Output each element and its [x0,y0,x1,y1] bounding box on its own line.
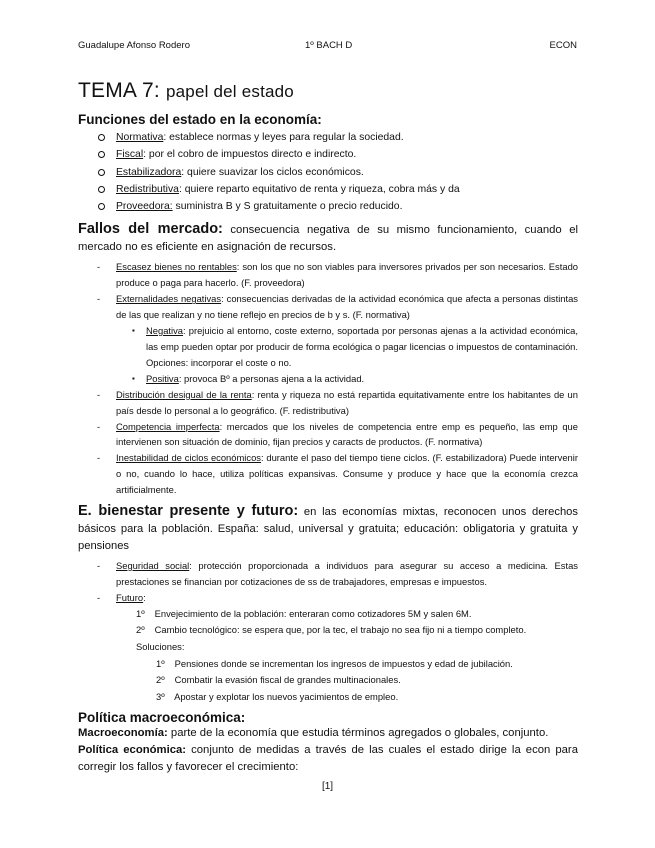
page-number: [1] [321,781,334,792]
item-text: Cambio tecnológico: se espera que, por la tec, el trabajo no sea fijo ni a tiempo completo. [154,624,527,636]
list-item [78,590,578,705]
list-item [116,672,578,689]
item-text: : quiere reparto equitativo de renta y riqueza, cobra más y da [178,183,460,195]
term: Positiva [146,372,179,384]
term: Futuro [116,591,144,603]
term: Redistributiva [116,183,179,195]
item-text: : protección proporcionada a individuos para asegurar su acceso a medicina. Estas prestaciones se financian por cotizaciones de ss de trabajadores, empresas e impuestos. [116,560,578,587]
funciones-list [78,129,578,215]
square-bullet-icon: ▪ [132,373,135,383]
bienestar-intro: en las economías mixtas, reconocen unos derechos básicos para la población. España: salud, universal y gratuita; educación: obligatoria y gratuita y pensiones [78,506,578,553]
list-item [116,656,578,673]
term: Seguridad social [116,560,190,572]
item-text: Apostar y explotar los nuevos yacimientos de empleo. [174,690,399,702]
fallos-list [78,259,578,498]
item-text: : provoca Bº a personas ajena a la actividad. [178,372,365,384]
term: Estabilizadora [116,166,182,178]
page-title [78,79,578,103]
list-item [116,689,578,706]
list-item [78,450,578,498]
fallos-intro: consecuencia negativa de su mismo funcionamiento, cuando el mercado no es eficiente en asignación de recursos. [78,224,578,254]
list-item [78,387,578,419]
item-text: parte de la economía que estudia términos agregados o globales, conjunto. [167,727,549,740]
politica-heading: Política macroeconómica: [78,710,246,726]
list-item [78,198,578,215]
header-subject: ECON [549,40,577,51]
term: Competencia imperfecta [116,420,220,432]
list-item [78,558,578,590]
dash-bullet-icon: - [97,293,101,305]
term: Fiscal [116,149,144,161]
dash-bullet-icon: - [97,560,101,572]
dash-bullet-icon: - [97,420,101,432]
circle-bullet-icon [98,169,105,176]
item-number: 2º [156,674,165,686]
term: Externalidades negativas [116,293,222,305]
term: Normativa [116,132,164,143]
dash-bullet-icon: - [97,388,101,400]
soluciones-list [116,656,578,706]
title-sub: papel del estado [165,82,294,101]
item-text: suministra B y S gratuitamente o precio reducido. [172,201,403,213]
item-text: Combatir la evasión fiscal de grandes multinacionales. [174,674,401,686]
bienestar-paragraph [78,503,578,555]
term: Macroeconomía: [78,727,168,740]
list-item [116,371,578,387]
item-text: : mercados que los niveles de competencia entre emp es pequeño, las emp que intervienen son situación de dominio, fijan precios y caracts de productos. (F. normativa) [116,420,578,448]
macro-paragraph [78,725,578,742]
item-text: : quiere suavizar los ciclos económicos. [181,166,364,178]
item-text: : consecuencias derivadas de la actividad económica que afecta a personas distintas de las que realizan y no tiene reflejo en precios de b y s. (F. normativa) [116,293,578,321]
square-bullet-icon: ▪ [132,326,135,336]
colon: : [143,591,146,603]
term: Negativa [146,325,184,337]
list-item [78,259,578,291]
list-item [116,323,578,371]
fallos-paragraph [78,221,578,256]
list-item [78,146,578,163]
header-author: Guadalupe Afonso Rodero [78,40,190,51]
term: Proveedora: [116,201,173,213]
item-text: Pensiones donde se incrementan los ingresos de impuestos y edad de jubilación. [174,657,513,669]
item-number: 1º [136,607,145,619]
dash-bullet-icon: - [97,261,101,273]
term: Escasez bienes no rentables [116,261,237,273]
item-text: Envejecimiento de la población: enteraran como cotizadores 5M y salen 6M. [154,607,472,619]
bienestar-list [78,558,578,705]
circle-bullet-icon [98,134,105,141]
item-text: : durante el paso del tiempo tiene ciclos. (F. estabilizadora) Puede intervenir o no, cuando lo hace, utiliza políticas expansivas. Consume y produce y hace que la economía crezca artificialmente. [116,452,578,496]
header-course: 1º BACH D [305,40,353,51]
list-item [78,291,578,386]
item-text: : establece normas y leyes para regular la sociedad. [163,132,404,143]
item-number: 3º [156,690,165,702]
externalidades-sublist [116,323,578,387]
item-text: : renta y riqueza no está repartida equitativamente entre los habitantes de un país desde lo personal a lo geográfico. (F. redistributiva) [116,388,578,416]
dash-bullet-icon: - [97,591,101,603]
politica-paragraph [78,742,578,776]
term: Política económica: [78,744,187,757]
futuro-list [116,606,578,639]
dash-bullet-icon: - [97,452,101,464]
soluciones-label: Soluciones: [136,640,185,652]
term: Distribución desigual de la renta [116,388,252,400]
item-number: 1º [156,657,165,669]
list-item [116,606,578,623]
list-item [78,181,578,198]
list-item [116,622,578,639]
title-main: TEMA 7: [78,79,160,102]
term: Inestabilidad de ciclos económicos [116,452,261,464]
item-text: : por el cobro de impuestos directo e indirecto. [143,149,357,161]
item-text: conjunto de medidas a través de las cuales el estado dirige la econ para corregir los fallos y favorecer el crecimiento: [78,744,578,774]
item-text: : prejuicio al entorno, coste externo, soportada por personas ajenas a la actividad económica, las emp pueden optar por producir de forma ecológica o pagar licencias o impuestos de contaminación. Opciones: incorporar el coste o no. [146,325,578,368]
funciones-heading: Funciones del estado en la economía: [78,112,322,127]
circle-bullet-icon [98,151,105,158]
circle-bullet-icon [98,186,105,193]
item-number: 2º [136,624,145,636]
circle-bullet-icon [98,203,105,210]
document-body [78,79,578,776]
fallos-heading: Fallos del mercado: [78,221,223,238]
item-text: : son los que no son viables para inversores privados per son necesarios. Estado produce o paga para hacerlo. (F. proveedora) [116,261,578,289]
list-item [78,129,578,146]
bienestar-heading: E. bienestar presente y futuro: [78,503,299,520]
list-item [78,419,578,451]
list-item [78,164,578,181]
